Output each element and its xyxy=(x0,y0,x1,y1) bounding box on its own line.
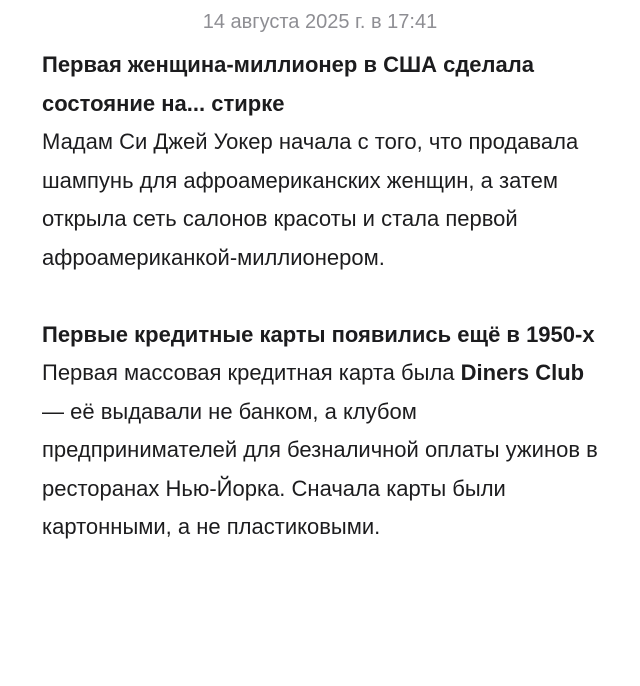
message-bubble[interactable] xyxy=(42,46,602,547)
fact-body: Мадам Си Джей Уокер начала с того, что продавала шампунь для афроамериканских женщин, а затем открыла сеть салонов красоты и стала первой афроамериканкой-миллионером. xyxy=(42,129,579,270)
fact-body xyxy=(42,354,602,547)
fact-body-text: Первая массовая кредитная карта была xyxy=(42,360,461,385)
message-timestamp: 14 августа 2025 г. в 17:41 xyxy=(202,11,438,33)
fact-block-credit-cards xyxy=(42,316,602,547)
fact-block-millionaire xyxy=(42,46,602,277)
paragraph-spacer xyxy=(42,277,602,316)
fact-title: Первые кредитные карты появились ещё в 1950-х xyxy=(42,321,595,347)
fact-title: Первая женщина-миллионер в США сделала состояние на... стирке xyxy=(42,52,534,116)
brand-name-bold: Diners Club xyxy=(460,360,585,385)
fact-body-text: — её выдавали не банком, а клубом предпринимателей для безналичной оплаты ужинов в ресторанах Нью-Йорка. Сначала карты были картонными, а не пластиковыми. xyxy=(42,398,598,539)
